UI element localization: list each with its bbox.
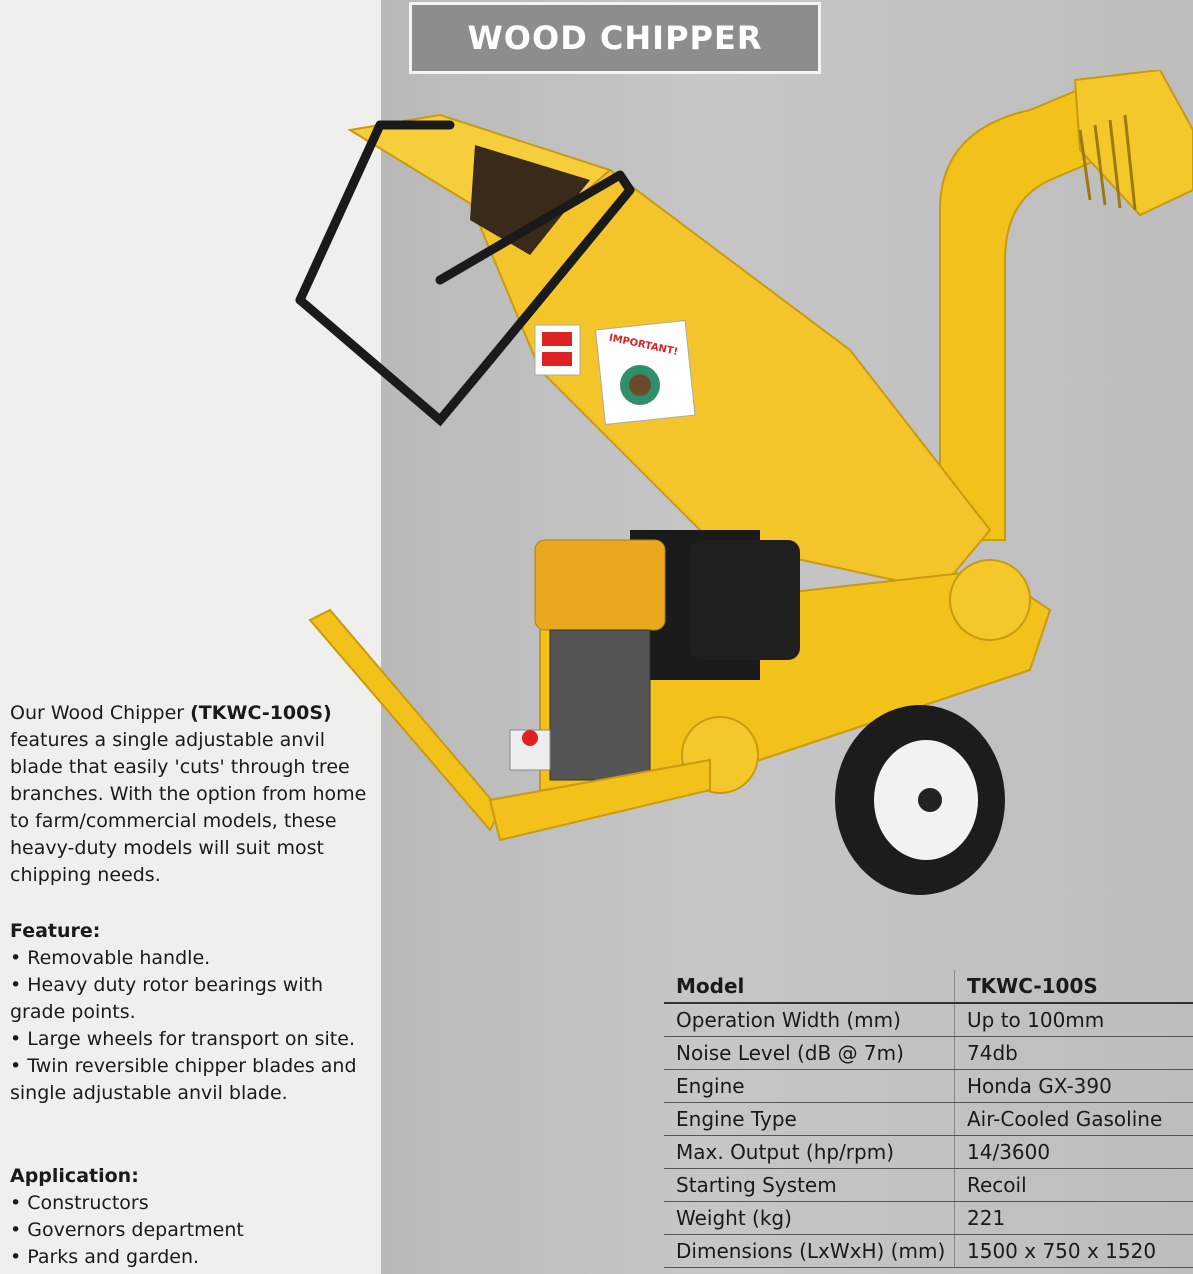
feature-section bbox=[10, 918, 375, 1107]
title-banner bbox=[409, 2, 821, 74]
table-row: Operation Width (mm) Up to 100mm bbox=[664, 1003, 1193, 1037]
application-heading: Application: bbox=[10, 1165, 139, 1187]
application-list bbox=[10, 1190, 375, 1271]
wood-chipper-image bbox=[290, 70, 1193, 900]
spec-table bbox=[664, 970, 1193, 1268]
table-row: Engine Honda GX-390 bbox=[664, 1070, 1193, 1103]
product-description: Our Wood Chipper (TKWC-100S) features a single adjustable anvil blade that easily 'cuts' through tree branches. With the option from home to farm/commercial models, these heavy-duty models will suit most chipping needs. bbox=[10, 702, 367, 886]
list-item: • Removable handle. bbox=[10, 947, 211, 969]
list-item: • Heavy duty rotor bearings with grade points. bbox=[10, 974, 324, 1023]
application-section bbox=[10, 1163, 375, 1271]
list-item: • Parks and garden. bbox=[10, 1246, 200, 1268]
model-code: (TKWC-100S) bbox=[190, 702, 332, 724]
table-row: Engine Type Air-Cooled Gasoline bbox=[664, 1103, 1193, 1136]
table-row: Starting System Recoil bbox=[664, 1169, 1193, 1202]
list-item: • Twin reversible chipper blades and single adjustable anvil blade. bbox=[10, 1055, 357, 1104]
list-item: • Governors department bbox=[10, 1219, 244, 1241]
table-row: Noise Level (dB @ 7m) 74db bbox=[664, 1037, 1193, 1070]
table-row: Weight (kg) 221 bbox=[664, 1202, 1193, 1235]
list-item: • Large wheels for transport on site. bbox=[10, 1028, 355, 1050]
important-label: IMPORTANT! bbox=[607, 332, 679, 358]
table-row: Max. Output (hp/rpm) 14/3600 bbox=[664, 1136, 1193, 1169]
list-item: • Constructors bbox=[10, 1192, 149, 1214]
page-title: WOOD CHIPPER bbox=[467, 19, 763, 57]
feature-heading: Feature: bbox=[10, 920, 101, 942]
table-row: Model TKWC-100S bbox=[664, 970, 1193, 1003]
table-row: Dimensions (LxWxH) (mm) 1500 x 750 x 1520 bbox=[664, 1235, 1193, 1268]
feature-list bbox=[10, 945, 375, 1107]
